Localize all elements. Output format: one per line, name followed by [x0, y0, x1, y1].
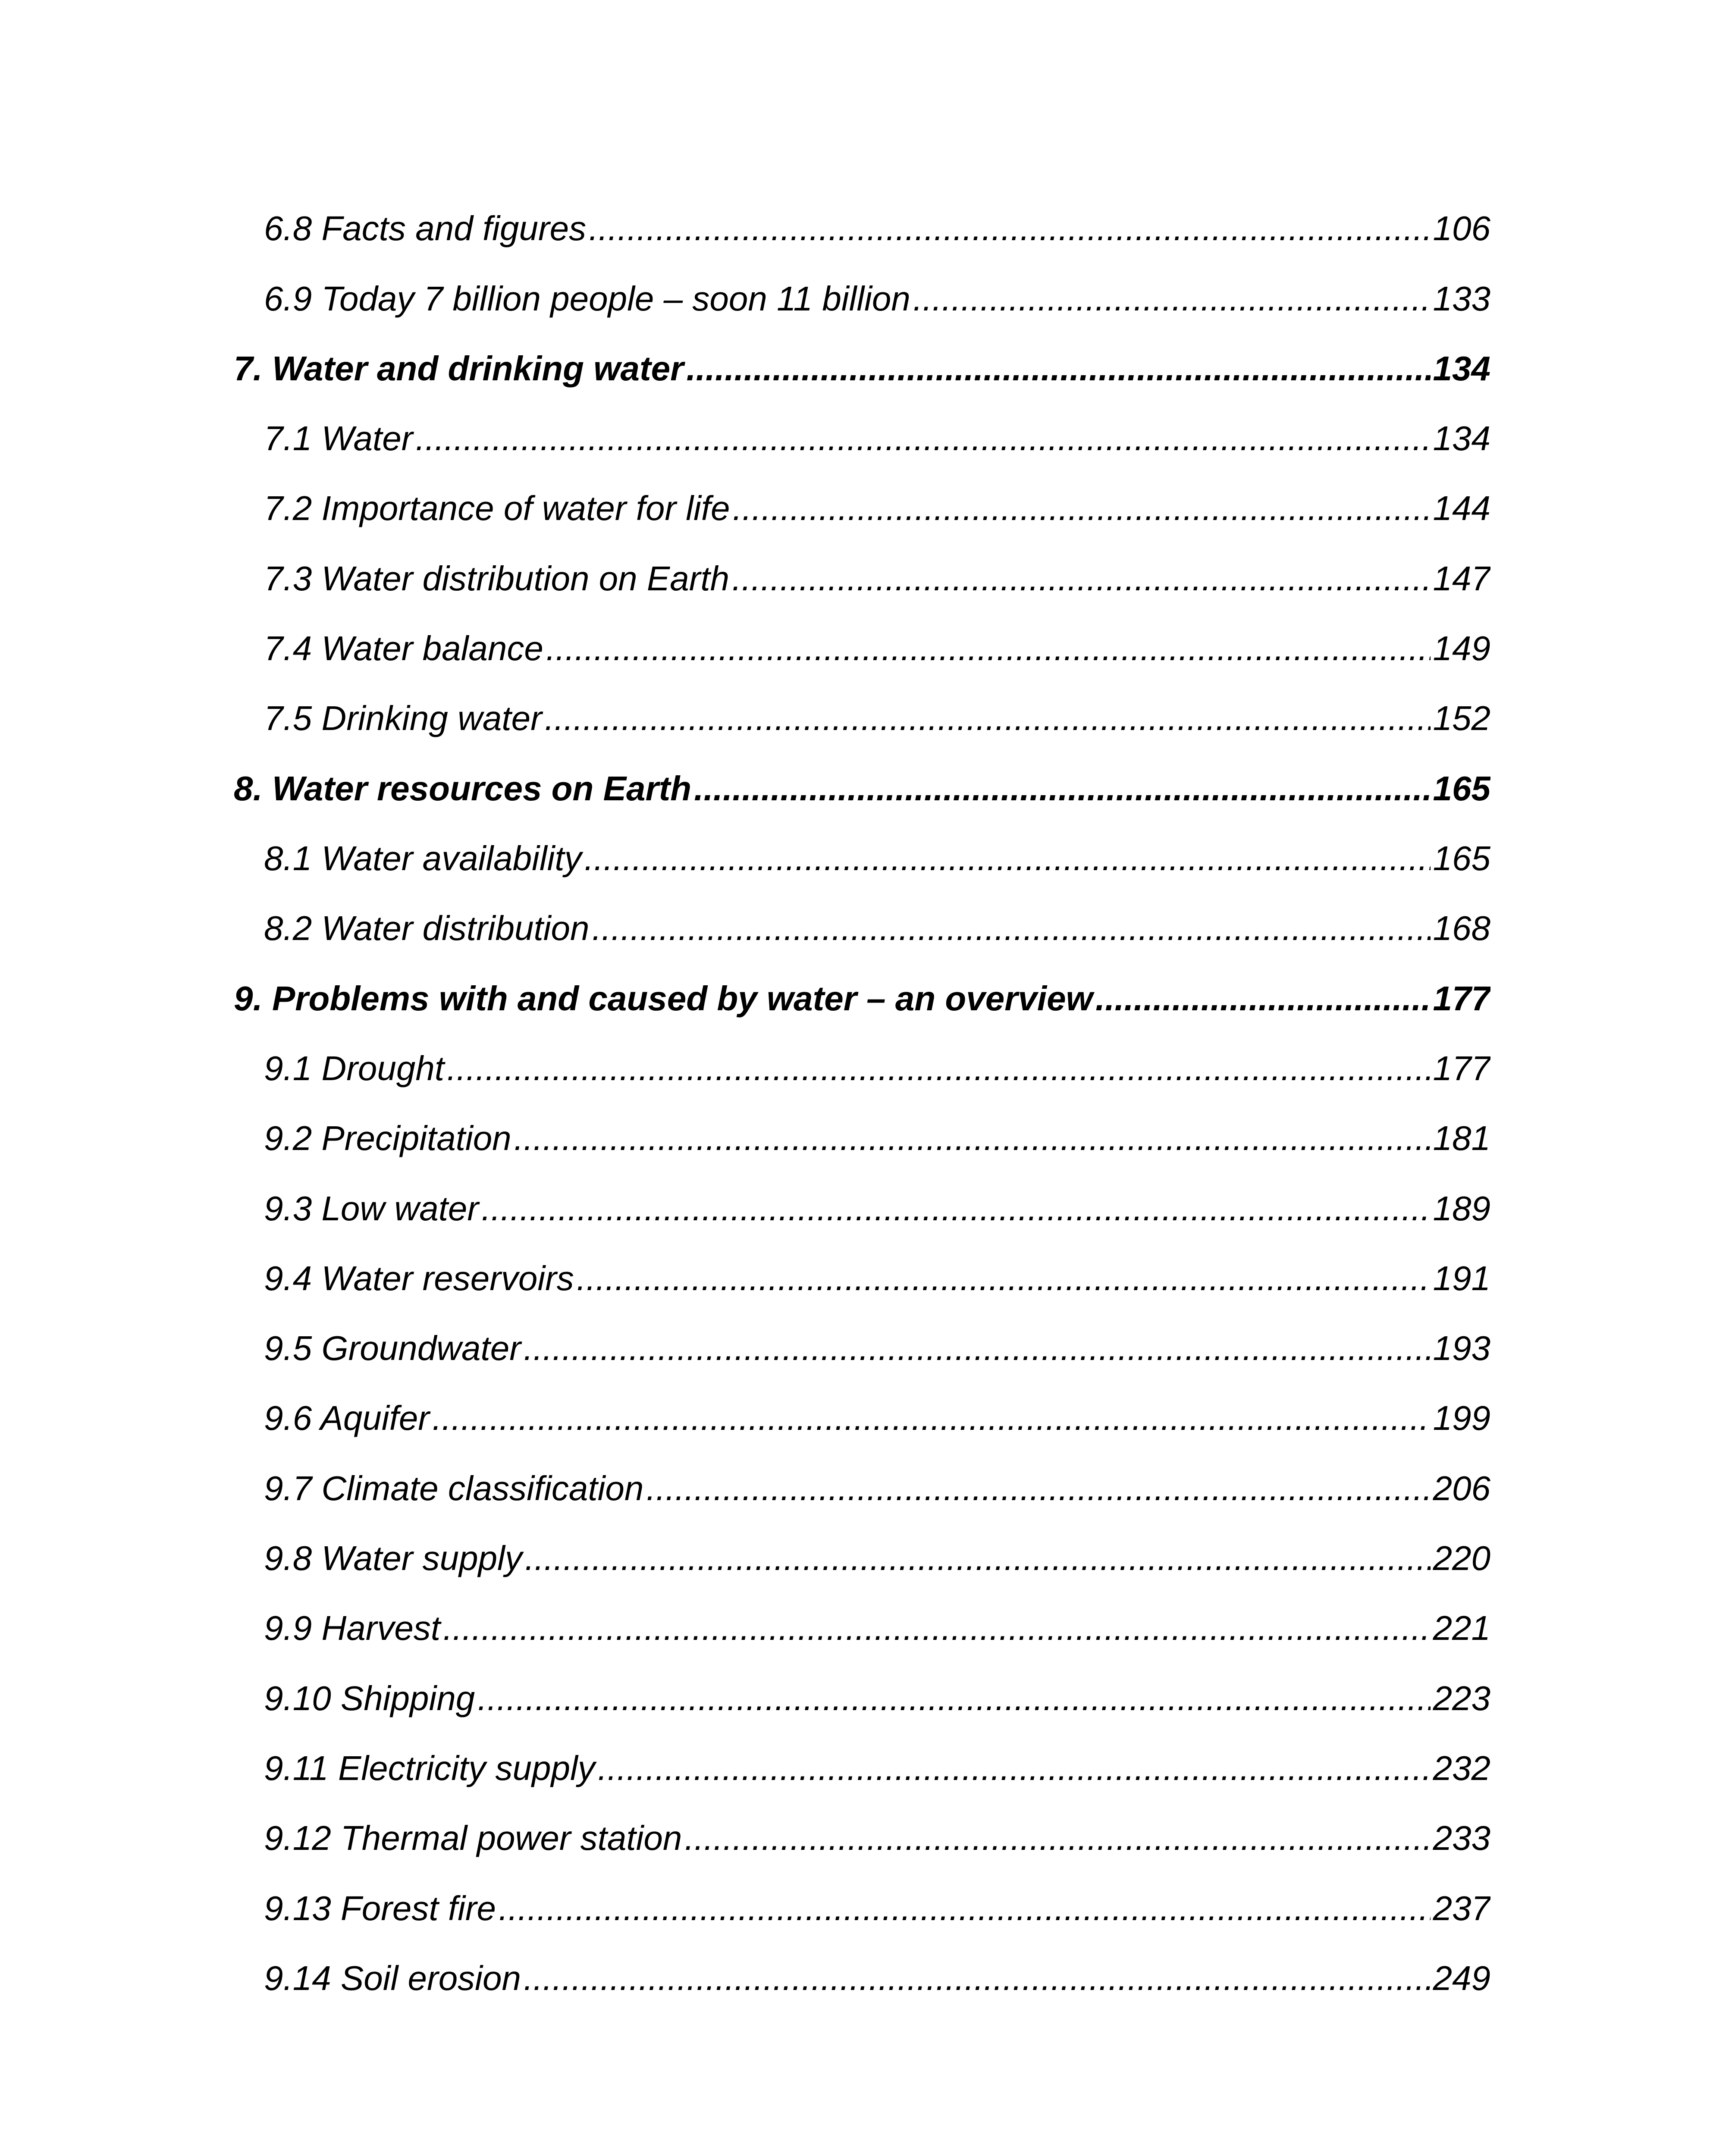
toc-entry-title: 9.11 Electricity supply [264, 1749, 595, 1787]
toc-entry[interactable] [264, 266, 1490, 331]
toc-page-number: 144 [1433, 489, 1490, 527]
toc-page-number: 193 [1433, 1329, 1490, 1367]
toc-dot-leader [684, 1806, 1430, 1871]
toc-entry[interactable] [264, 1246, 1490, 1311]
toc-entry-title: 9.8 Water supply [264, 1539, 522, 1577]
toc-entry[interactable] [264, 686, 1490, 751]
toc-dot-leader [514, 1106, 1431, 1171]
toc-page-number: 177 [1433, 979, 1490, 1018]
toc-dot-leader [584, 826, 1431, 891]
toc-entry-title: 7.2 Importance of water for life [264, 489, 730, 527]
toc-entry-title: 9.3 Low water [264, 1189, 479, 1228]
toc-dot-leader [577, 1246, 1431, 1311]
toc-page-number: 152 [1433, 699, 1490, 737]
toc-entry-title: 9.12 Thermal power station [264, 1819, 682, 1857]
toc-entry[interactable] [264, 896, 1490, 961]
toc-entry-title: 9.1 Drought [264, 1049, 445, 1087]
toc-entry-title: 7.3 Water distribution on Earth [264, 559, 730, 598]
toc-page-number: 181 [1433, 1119, 1490, 1157]
toc-page-number: 206 [1433, 1469, 1490, 1507]
toc-entry[interactable] [264, 406, 1490, 471]
toc-page-number: 191 [1433, 1259, 1490, 1297]
toc-dot-leader [432, 1386, 1431, 1451]
toc-entry[interactable] [264, 476, 1490, 541]
toc-dot-leader [447, 1036, 1430, 1101]
toc-dot-leader [415, 406, 1430, 471]
toc-entry[interactable] [264, 1736, 1490, 1801]
toc-entry-title: 7.4 Water balance [264, 629, 543, 667]
toc-entry-title: 9.14 Soil erosion [264, 1959, 521, 1997]
toc-page-number: 147 [1433, 559, 1490, 598]
toc-entry-title: 9.7 Climate classification [264, 1469, 644, 1507]
toc-entry[interactable] [264, 1316, 1490, 1381]
toc-entry[interactable] [264, 1176, 1490, 1241]
toc-entry-title: 6.9 Today 7 billion people – soon 11 billion [264, 279, 910, 318]
toc-entry[interactable] [264, 546, 1490, 611]
toc-page-number: 177 [1433, 1049, 1490, 1087]
toc-dot-leader [646, 1456, 1430, 1521]
toc-dot-leader [686, 336, 1430, 401]
toc-entry[interactable] [264, 1876, 1490, 1941]
toc-entry[interactable] [264, 1806, 1490, 1871]
toc-entry-title: 9.2 Precipitation [264, 1119, 511, 1157]
toc-dot-leader [733, 476, 1431, 541]
toc-page-number: 133 [1433, 279, 1490, 318]
toc-entry[interactable] [264, 1036, 1490, 1101]
toc-entry-title: 9.6 Aquifer [264, 1399, 430, 1437]
toc-entry-title: 7.5 Drinking water [264, 699, 542, 737]
toc-page-number: 149 [1433, 629, 1490, 667]
toc-dot-leader [443, 1596, 1430, 1661]
toc-entry[interactable] [264, 196, 1490, 261]
toc-chapter-entry[interactable] [234, 336, 1490, 401]
toc-dot-leader [913, 266, 1431, 331]
toc-entry-title: 9.5 Groundwater [264, 1329, 521, 1367]
toc-entry-title: 6.8 Facts and figures [264, 209, 587, 248]
toc-dot-leader [598, 1736, 1431, 1801]
toc-page-number: 189 [1433, 1189, 1490, 1228]
toc-page-number: 165 [1433, 769, 1490, 808]
toc-page-number: 106 [1433, 209, 1490, 248]
toc-entry[interactable] [264, 1946, 1490, 2011]
toc-entry-title: 9.13 Forest fire [264, 1889, 496, 1927]
toc-entry[interactable] [264, 1526, 1490, 1591]
toc-page-number: 199 [1433, 1399, 1490, 1437]
toc-page-number: 233 [1433, 1819, 1490, 1857]
toc-dot-leader [524, 1316, 1431, 1381]
toc-entry-title: 8. Water resources on Earth [234, 769, 692, 808]
toc-dot-leader [477, 1666, 1430, 1731]
toc-entry[interactable] [264, 1456, 1490, 1521]
toc-dot-leader [732, 546, 1430, 611]
toc-entry-title: 9.9 Harvest [264, 1609, 441, 1647]
toc-dot-leader [1095, 966, 1431, 1031]
toc-entry[interactable] [264, 1106, 1490, 1171]
toc-entry-title: 8.2 Water distribution [264, 909, 590, 947]
toc-entry[interactable] [264, 1596, 1490, 1661]
toc-dot-leader [546, 616, 1431, 681]
toc-dot-leader [694, 756, 1430, 821]
toc-dot-leader [592, 896, 1430, 961]
toc-chapter-entry[interactable] [234, 756, 1490, 821]
toc-page-number: 221 [1433, 1609, 1490, 1647]
toc-chapter-entry[interactable] [234, 966, 1490, 1031]
toc-entry-title: 9. Problems with and caused by water – an overview [234, 979, 1093, 1018]
toc-entry-title: 9.4 Water reservoirs [264, 1259, 574, 1297]
toc-entry-title: 7. Water and drinking water [234, 349, 684, 388]
toc-entry[interactable] [264, 1666, 1490, 1731]
toc-entry[interactable] [264, 1386, 1490, 1451]
toc-page-number: 232 [1433, 1749, 1490, 1787]
toc-page-number: 134 [1433, 349, 1490, 388]
toc-dot-leader [499, 1876, 1431, 1941]
toc-page-number: 165 [1433, 839, 1490, 877]
toc-page-number: 168 [1433, 909, 1490, 947]
toc-dot-leader [524, 1946, 1431, 2011]
toc-dot-leader [589, 196, 1430, 261]
toc-entry-title: 8.1 Water availability [264, 839, 582, 877]
toc-page-number: 134 [1433, 419, 1490, 458]
toc-page-number: 237 [1433, 1889, 1490, 1927]
toc-entry-title: 7.1 Water [264, 419, 413, 458]
toc-dot-leader [525, 1526, 1431, 1591]
toc-page-number: 220 [1433, 1539, 1490, 1577]
toc-page-number: 223 [1433, 1679, 1490, 1717]
toc-entry[interactable] [264, 826, 1490, 891]
toc-entry[interactable] [264, 616, 1490, 681]
toc-dot-leader [481, 1176, 1430, 1241]
toc-dot-leader [545, 686, 1431, 751]
toc-page-number: 249 [1433, 1959, 1490, 1997]
toc-entry-title: 9.10 Shipping [264, 1679, 475, 1717]
